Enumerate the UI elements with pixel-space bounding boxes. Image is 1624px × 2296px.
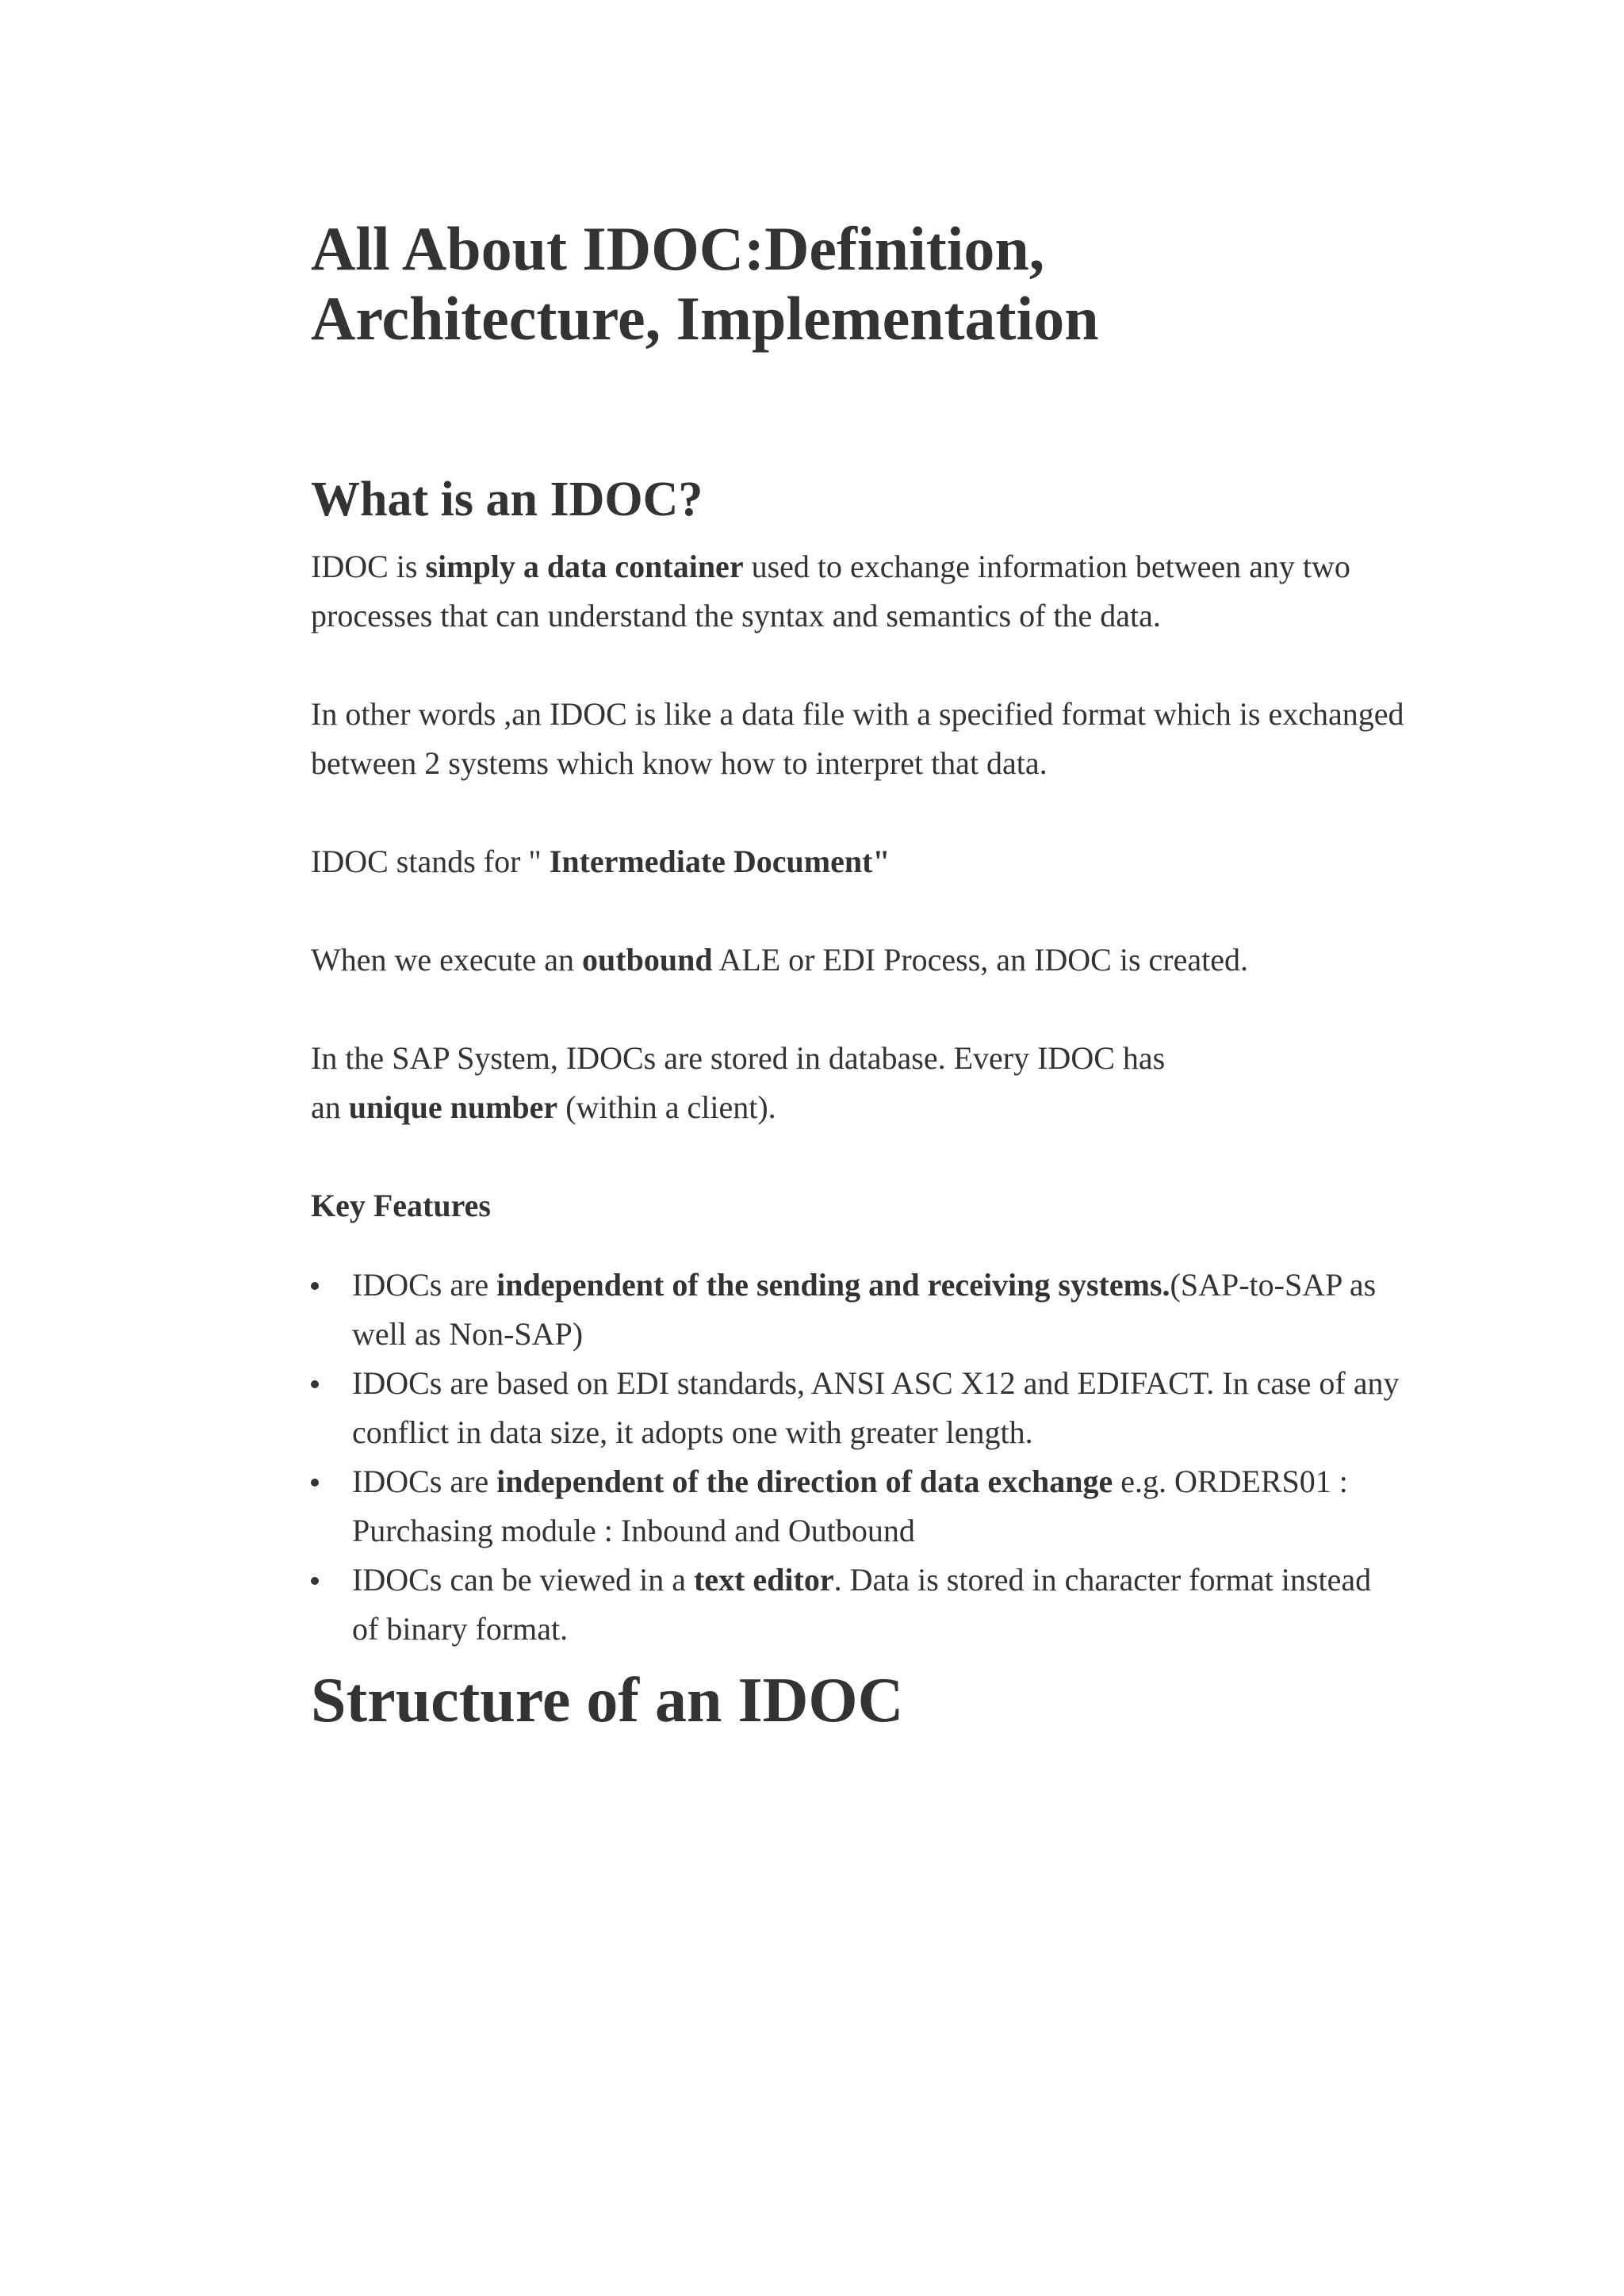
text-span: (within a client). <box>557 1089 776 1125</box>
list-item <box>311 1556 1405 1654</box>
paragraph-stored-database <box>311 1034 1405 1132</box>
key-features-heading: Key Features <box>311 1188 491 1223</box>
paragraph-outbound <box>311 936 1405 985</box>
key-features-list <box>311 1261 1405 1654</box>
list-item-text <box>352 1464 1348 1548</box>
bold-span: unique number <box>348 1089 558 1125</box>
text-span: IDOCs are <box>352 1464 497 1499</box>
bullet-icon <box>311 1282 319 1290</box>
list-item-text <box>352 1365 1400 1450</box>
text-span: IDOCs are based on EDI standards, ANSI ASC X12 and EDIFACT. In case of any conflict in data size, it adopts one with greater length. <box>352 1365 1400 1450</box>
title-line-2: Architecture, Implementation <box>311 284 1099 353</box>
list-item <box>311 1359 1405 1457</box>
list-item-text <box>352 1267 1376 1352</box>
text-span: . Data is stored in character format instead of binary format. <box>352 1562 1372 1647</box>
paragraph-definition <box>311 542 1405 641</box>
bold-span: text editor <box>693 1562 834 1598</box>
text-span: In the SAP System, IDOCs are stored in database. Every IDOC has <box>311 1040 1166 1076</box>
text-span: e.g. ORDERS01 : Purchasing module : Inbound and Outbound <box>352 1464 1348 1548</box>
text-span: IDOCs are <box>352 1267 497 1303</box>
paragraph-other-words: In other words ,an IDOC is like a data file with a specified format which is exchanged between 2 systems which know how to interpret that data. <box>311 696 1404 781</box>
document-page <box>311 214 1405 1736</box>
title-line-1: All About IDOC:Definition, <box>311 214 1045 283</box>
text-span: an <box>311 1089 349 1125</box>
text-span: used to exchange information between any two processes that can understand the syntax and semantics of the data. <box>311 549 1350 633</box>
bullet-icon <box>311 1380 319 1388</box>
text-span: IDOC is <box>311 549 426 584</box>
list-item-text <box>352 1562 1371 1647</box>
list-item <box>311 1457 1405 1556</box>
bullet-icon <box>311 1577 319 1585</box>
bold-span: independent of the sending and receiving systems. <box>496 1267 1170 1303</box>
text-span: IDOC stands for " <box>311 844 550 879</box>
bold-span: independent of the direction of data exchange <box>496 1464 1113 1499</box>
text-span: IDOCs can be viewed in a <box>352 1562 694 1598</box>
text-span: ALE or EDI Process, an IDOC is created. <box>712 942 1248 978</box>
list-item <box>311 1261 1405 1359</box>
section-heading-structure: Structure of an IDOC <box>311 1666 904 1735</box>
paragraph-stands-for <box>311 837 1405 886</box>
bold-span: outbound <box>582 942 713 978</box>
text-span: (SAP-to-SAP as well as Non-SAP) <box>352 1267 1377 1352</box>
text-span: When we execute an <box>311 942 583 978</box>
bold-span: Intermediate Document" <box>549 844 891 879</box>
bold-span: simply a data container <box>425 549 744 584</box>
section-heading-what-is-idoc: What is an IDOC? <box>311 473 703 526</box>
document-title <box>311 214 1405 354</box>
bullet-icon <box>311 1479 319 1487</box>
